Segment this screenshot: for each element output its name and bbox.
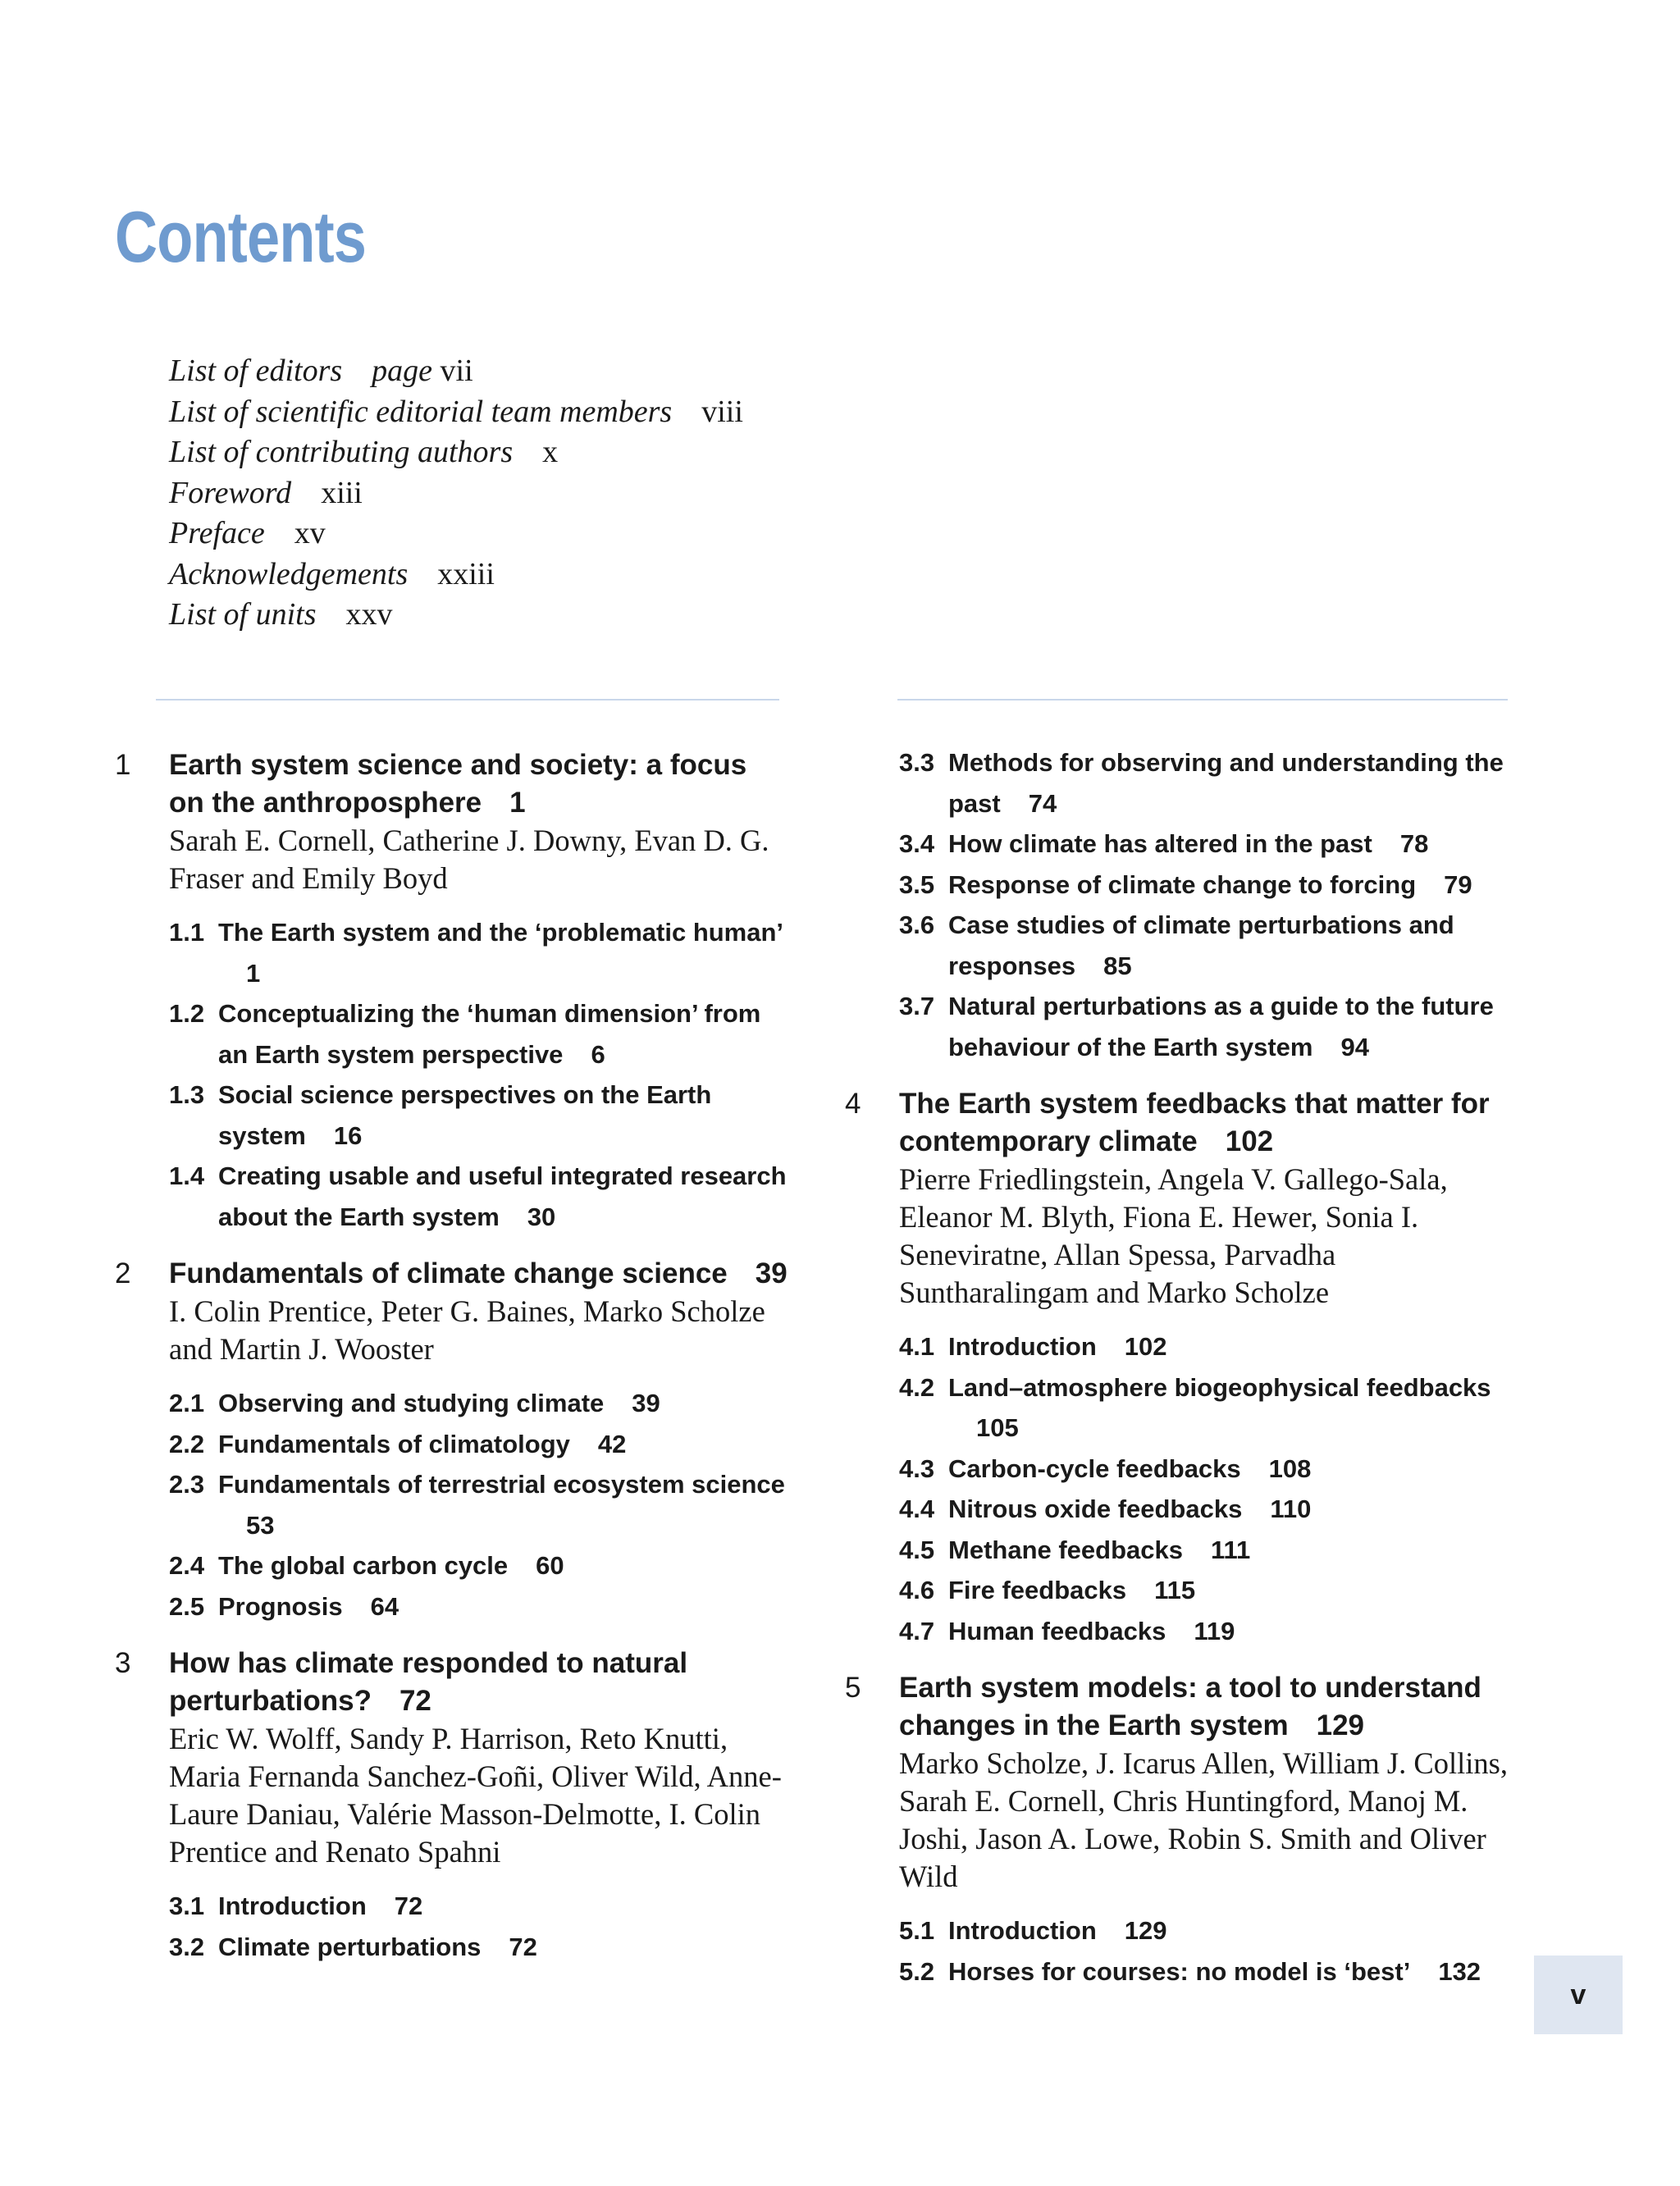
section-number: 5.1 xyxy=(899,1916,935,1945)
section-page: 132 xyxy=(1438,1956,1481,1986)
section-number: 1.3 xyxy=(169,1080,205,1109)
section-number: 5.2 xyxy=(899,1956,935,1986)
section-number: 1.1 xyxy=(169,918,205,947)
section-page: 72 xyxy=(394,1892,423,1920)
section-page: 78 xyxy=(1399,829,1429,858)
section-number: 4.4 xyxy=(899,1495,935,1523)
chapter-number: 5 xyxy=(845,1672,861,1704)
section-list xyxy=(899,1910,1526,1992)
chapter-number: 2 xyxy=(115,1257,131,1289)
front-matter-page: xxv xyxy=(345,597,393,632)
chapter-title-line xyxy=(899,1669,1526,1745)
chapter-authors: Sarah E. Cornell, Catherine J. Downy, Evan D. G. Fraser and Emily Boyd xyxy=(169,824,769,895)
chapter-authors: I. Colin Prentice, Peter G. Baines, Marko Scholze and Martin J. Wooster xyxy=(169,1294,765,1366)
section-entry[interactable] xyxy=(169,1075,788,1156)
chapter-number: 1 xyxy=(115,749,131,781)
section-list xyxy=(169,912,788,1237)
section-number: 2.5 xyxy=(169,1591,205,1621)
section-title: Fundamentals of terrestrial ecosystem science xyxy=(218,1470,785,1499)
section-number: 1.4 xyxy=(169,1161,205,1190)
section-page: 30 xyxy=(527,1202,556,1231)
chapter-page: 72 xyxy=(399,1685,431,1717)
section-title: Fundamentals of climatology xyxy=(218,1429,570,1458)
section-page: 119 xyxy=(1194,1616,1235,1645)
section-entry[interactable] xyxy=(899,865,1526,906)
chapter-authors: Marko Scholze, J. Icarus Allen, William J. Collins, Sarah E. Cornell, Chris Huntingford, Manoj M. Joshi, Jason A. Lowe, Robin S. Smith and Oliver Wild xyxy=(899,1746,1508,1893)
section-page: 16 xyxy=(333,1120,363,1150)
section-title: Natural perturbations as a guide to the future behaviour of the Earth system xyxy=(948,992,1494,1061)
chapter-page: 102 xyxy=(1225,1125,1274,1157)
section-title: Carbon-cycle feedbacks xyxy=(948,1454,1241,1483)
chapter-entry[interactable] xyxy=(845,1085,1526,1651)
section-number: 4.1 xyxy=(899,1332,935,1361)
section-title: Response of climate change to forcing xyxy=(948,869,1417,899)
section-number: 2.2 xyxy=(169,1429,205,1458)
front-matter-item[interactable] xyxy=(169,351,743,392)
section-title: Climate perturbations xyxy=(218,1932,482,1961)
divider xyxy=(897,699,1508,701)
section-entry[interactable] xyxy=(899,1611,1526,1652)
front-matter-item[interactable] xyxy=(169,392,743,433)
toc-column-left xyxy=(115,746,788,1967)
section-list xyxy=(899,1326,1526,1651)
section-entry[interactable] xyxy=(899,1367,1526,1449)
front-matter-page: xiii xyxy=(321,475,363,510)
section-number: 4.5 xyxy=(899,1535,935,1564)
front-matter-title: List of units xyxy=(169,597,317,632)
section-number: 1.2 xyxy=(169,999,205,1028)
section-entry[interactable] xyxy=(169,1886,788,1927)
section-page: 110 xyxy=(1270,1495,1312,1523)
section-title: Conceptualizing the ‘human dimension’ from an Earth system perspective xyxy=(218,999,761,1069)
section-number: 3.5 xyxy=(899,869,935,899)
front-matter-item[interactable] xyxy=(169,432,743,473)
front-matter-page: xxiii xyxy=(437,556,495,591)
section-title: Observing and studying climate xyxy=(218,1389,605,1417)
divider xyxy=(156,699,779,701)
chapter-title-line xyxy=(899,1085,1526,1161)
section-number: 4.3 xyxy=(899,1454,935,1483)
section-entry[interactable] xyxy=(899,1449,1526,1490)
section-number: 3.2 xyxy=(169,1932,205,1961)
section-entry[interactable] xyxy=(169,993,788,1075)
front-matter-page: vii xyxy=(440,354,473,388)
section-entry[interactable] xyxy=(169,1383,788,1424)
section-page: 105 xyxy=(976,1413,1019,1442)
section-entry[interactable] xyxy=(169,1464,788,1545)
section-title: Land–atmosphere biogeophysical feedbacks xyxy=(948,1372,1491,1402)
chapter-title: Fundamentals of climate change science xyxy=(169,1257,728,1289)
section-entry[interactable] xyxy=(899,986,1526,1067)
section-title: Fire feedbacks xyxy=(948,1576,1127,1604)
chapter-title: Earth system models: a tool to understand changes in the Earth system xyxy=(899,1672,1481,1741)
front-matter-item[interactable] xyxy=(169,554,743,596)
section-number: 2.3 xyxy=(169,1470,205,1499)
section-number: 3.3 xyxy=(899,748,935,777)
section-number: 3.6 xyxy=(899,910,935,939)
section-page: 74 xyxy=(1028,788,1057,818)
section-page: 85 xyxy=(1103,951,1132,980)
section-number: 3.4 xyxy=(899,829,935,858)
section-page: 129 xyxy=(1124,1916,1167,1945)
chapter-page: 1 xyxy=(509,787,526,819)
chapter-number: 3 xyxy=(115,1647,131,1679)
section-number: 4.6 xyxy=(899,1576,935,1604)
section-page: 1 xyxy=(246,958,261,988)
front-matter-item[interactable] xyxy=(169,595,743,636)
front-matter-title: Acknowledgements xyxy=(169,556,409,591)
section-number: 4.7 xyxy=(899,1616,935,1645)
section-number: 2.4 xyxy=(169,1551,205,1580)
section-entry[interactable] xyxy=(899,824,1526,865)
front-matter-page: viii xyxy=(701,394,743,429)
section-title: Introduction xyxy=(218,1892,367,1920)
chapter-entry[interactable] xyxy=(845,1669,1526,1992)
section-title: Introduction xyxy=(948,1332,1097,1361)
chapter-page: 129 xyxy=(1316,1709,1365,1741)
front-matter-item[interactable] xyxy=(169,473,743,514)
page-title: Contents xyxy=(115,196,367,277)
front-matter-item[interactable] xyxy=(169,513,743,554)
section-page: 64 xyxy=(370,1591,399,1621)
front-matter-title: List of contributing authors xyxy=(169,435,514,469)
section-page: 111 xyxy=(1211,1535,1251,1564)
chapter-number: 4 xyxy=(845,1088,861,1120)
section-entry[interactable] xyxy=(169,912,788,993)
section-title: The global carbon cycle xyxy=(218,1551,509,1580)
section-title: Human feedbacks xyxy=(948,1616,1166,1645)
section-entry[interactable] xyxy=(169,1156,788,1237)
front-matter-list xyxy=(169,351,743,636)
section-title: Methane feedbacks xyxy=(948,1535,1183,1564)
section-list xyxy=(169,1886,788,1967)
section-title: How climate has altered in the past xyxy=(948,829,1372,858)
section-title: Methods for observing and understanding the past xyxy=(948,748,1504,818)
chapter-title-line xyxy=(169,1255,788,1293)
section-entry[interactable] xyxy=(899,1910,1526,1951)
chapter-entry[interactable] xyxy=(115,1645,788,1967)
front-matter-page: xv xyxy=(294,516,326,550)
section-page: 60 xyxy=(536,1551,564,1580)
section-entry[interactable] xyxy=(899,1530,1526,1571)
section-entry[interactable] xyxy=(169,1424,788,1465)
section-title: Prognosis xyxy=(218,1591,343,1621)
section-title: Introduction xyxy=(948,1916,1097,1945)
section-page: 102 xyxy=(1124,1332,1167,1361)
chapter-title: Earth system science and society: a focus on the anthroposphere xyxy=(169,749,747,819)
section-entry[interactable] xyxy=(899,905,1526,986)
front-matter-title: Foreword xyxy=(169,475,292,510)
section-title: Nitrous oxide feedbacks xyxy=(948,1495,1243,1523)
chapter-entry[interactable] xyxy=(115,1255,788,1627)
section-number: 3.1 xyxy=(169,1892,205,1920)
section-entry[interactable] xyxy=(899,1489,1526,1530)
chapter-title: How has climate responded to natural perturbations? xyxy=(169,1647,688,1717)
section-page: 72 xyxy=(509,1932,537,1961)
section-entry[interactable] xyxy=(169,1586,788,1627)
chapter-authors: Pierre Friedlingstein, Angela V. Gallego-Sala, Eleanor M. Blyth, Fiona E. Hewer, Sonia I. Seneviratne, Allan Spessa, Parvadha Suntharalingam and Marko Scholze xyxy=(899,1162,1448,1309)
chapter-entry[interactable] xyxy=(115,746,788,1237)
section-title: Horses for courses: no model is ‘best’ xyxy=(948,1956,1411,1986)
section-list xyxy=(899,742,1526,1067)
section-entry[interactable] xyxy=(899,1326,1526,1367)
front-matter-title: List of scientific editorial team members xyxy=(169,394,673,429)
section-page: 42 xyxy=(597,1429,627,1458)
section-entry[interactable] xyxy=(899,1570,1526,1611)
front-matter-page: x xyxy=(542,435,559,469)
section-title: Case studies of climate perturbations and responses xyxy=(948,910,1454,980)
section-page: 115 xyxy=(1154,1576,1196,1604)
section-page: 108 xyxy=(1268,1454,1312,1483)
section-page: 39 xyxy=(632,1389,660,1417)
page-number-tab xyxy=(1534,1956,1623,2034)
section-entry[interactable] xyxy=(169,1545,788,1586)
section-title: The Earth system and the ‘problematic human’ xyxy=(218,918,784,947)
section-page: 6 xyxy=(591,1039,605,1069)
section-title: Creating usable and useful integrated research about the Earth system xyxy=(218,1161,787,1231)
chapter-title-line xyxy=(169,746,788,822)
section-number: 4.2 xyxy=(899,1372,935,1402)
chapter-page: 39 xyxy=(755,1257,788,1289)
section-page: 94 xyxy=(1340,1032,1369,1061)
front-matter-title: Preface xyxy=(169,516,265,550)
section-entry[interactable] xyxy=(899,1951,1526,1992)
section-entry[interactable] xyxy=(169,1927,788,1968)
section-number: 3.7 xyxy=(899,992,935,1020)
chapter-continuation xyxy=(845,742,1526,1067)
page-number: v xyxy=(1570,1978,1586,2010)
toc-column-right xyxy=(845,742,1526,1992)
section-entry[interactable] xyxy=(899,742,1526,824)
section-title: Social science perspectives on the Earth system xyxy=(218,1080,712,1150)
section-page: 79 xyxy=(1444,869,1472,899)
section-page: 53 xyxy=(246,1510,275,1540)
section-list xyxy=(169,1383,788,1627)
chapter-title-line xyxy=(169,1645,788,1720)
page-prefix: page xyxy=(372,354,433,388)
section-number: 2.1 xyxy=(169,1389,205,1417)
front-matter-title: List of editors xyxy=(169,354,343,388)
chapter-authors: Eric W. Wolff, Sandy P. Harrison, Reto Knutti, Maria Fernanda Sanchez-Goñi, Oliver Wild, Anne-Laure Daniau, Valérie Masson-Delmotte, I. Colin Prentice and Renato Spahni xyxy=(169,1722,782,1869)
chapter-title: The Earth system feedbacks that matter for contemporary climate xyxy=(899,1088,1490,1157)
